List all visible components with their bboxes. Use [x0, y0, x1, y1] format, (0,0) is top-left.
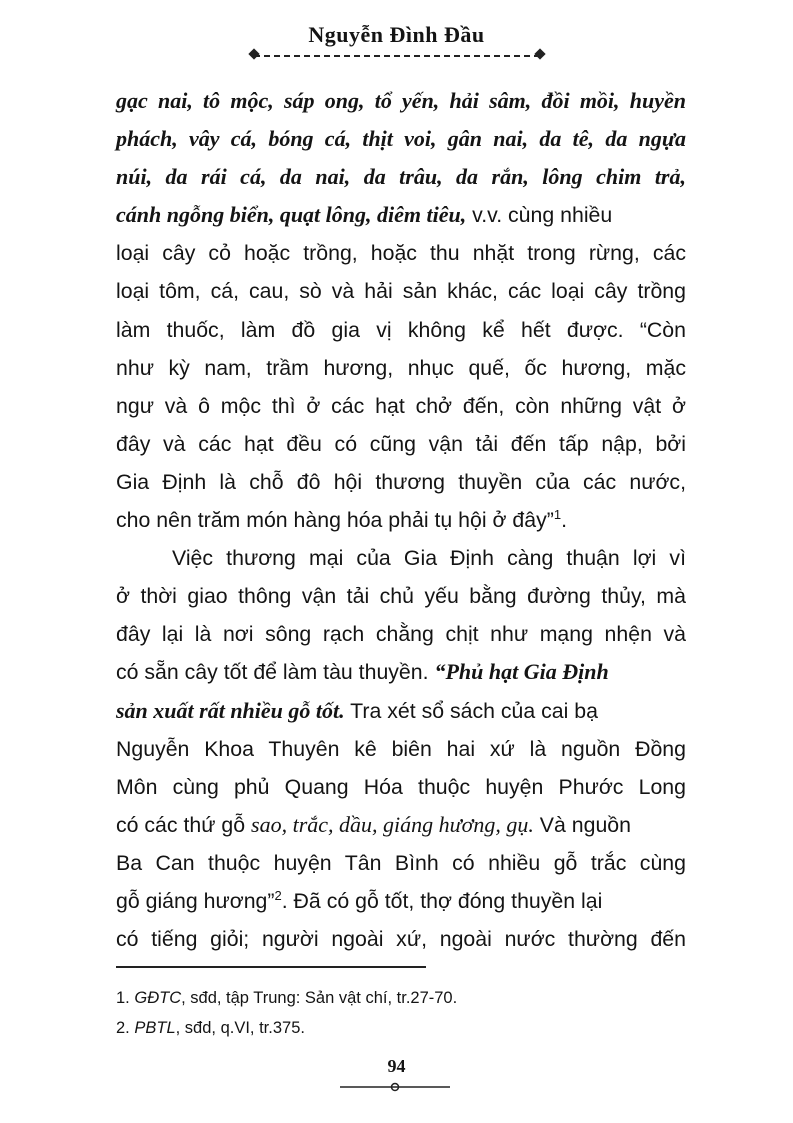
text-line: loại tôm, cá, cau, sò và hải sản khác, các loại cây trồng — [116, 279, 686, 304]
footnote-ref: 2 — [274, 887, 282, 903]
header-rule-ornament-left — [248, 48, 259, 59]
text-line: Nguyễn Khoa Thuyên kê biên hai xứ là nguồn Đồng — [116, 736, 686, 761]
text-span: Và nguồn — [533, 812, 631, 837]
text-line: loại cây cỏ hoặc trồng, hoặc thu nhặt trong rừng, các — [116, 241, 686, 266]
text-span: gỗ giáng hương” — [116, 888, 275, 913]
text-line: Ba Can thuộc huyện Tân Bình có nhiều gỗ trắc cùng — [116, 850, 686, 875]
text-line: cho nên trăm món hàng hóa phải tụ hội ở đây”$^1$. — [116, 506, 567, 533]
footnote-ref: 1 — [553, 506, 562, 522]
text-line: gạc nai, tô mộc, sáp ong, tổ yến, hải sâm, đồi mồi, huyền — [116, 88, 686, 113]
text-line: ở thời giao thông vận tải chủ yếu bằng đường thủy, mà — [116, 584, 686, 609]
paragraph-start-line: Việc thương mại của Gia Định càng thuận lợi vì — [172, 546, 686, 571]
footnote-source: GĐTC — [134, 989, 182, 1007]
header-rule-ornament-right — [534, 48, 545, 59]
text-span: có các thứ gỗ — [116, 812, 252, 837]
text-line: phách, vây cá, bóng cá, thịt voi, gân nai, da tê, da ngựa — [116, 126, 686, 152]
page-number: 94 — [387, 1056, 406, 1076]
footnote-text: , sđd, tập Trung: Sản vật chí, tr.27-70. — [181, 989, 458, 1007]
text-span: cho nên trăm món hàng hóa phải tụ hội ở đây” — [116, 508, 554, 533]
text-span: Tra xét sổ sách của cai bạ — [344, 698, 598, 723]
page-number-ornament — [340, 1082, 450, 1092]
italic-phrase: sản xuất rất nhiều gỗ tốt. — [116, 697, 345, 723]
text-line — [116, 882, 686, 920]
text-line: ngư và ô mộc thì ở các hạt chở đến, còn những vật ở — [116, 393, 686, 418]
text-line: có tiếng giỏi; người ngoài xứ, ngoài nước thường đến — [116, 927, 686, 952]
footnote-rule — [116, 966, 426, 968]
italic-phrase: “Phủ hạt Gia Định — [434, 659, 609, 685]
text-line: Môn cùng phủ Quang Hóa thuộc huyện Phước Long — [116, 774, 686, 799]
text-line: làm thuốc, làm đồ gia vị không kể hết được. “Còn — [116, 317, 686, 342]
footnote-1 — [116, 983, 686, 1013]
footnotes — [116, 983, 686, 1043]
footnote-source: PBTL — [134, 1019, 176, 1037]
footnote-2 — [116, 1013, 686, 1043]
text-line — [116, 196, 686, 234]
text-span: có sẵn cây tốt để làm tàu thuyền. — [116, 660, 435, 685]
text-line — [116, 806, 686, 844]
text-line: như kỳ nam, trầm hương, nhục quế, ốc hương, mặc — [116, 355, 686, 380]
body-text — [116, 82, 686, 958]
footnote-number: 2. — [116, 1019, 130, 1037]
header-rule — [254, 55, 540, 57]
text-line — [116, 653, 686, 691]
text-span: v.v. cùng nhiều — [466, 203, 613, 228]
italic-phrase: cánh ngỗng biển, quạt lông, diêm tiêu, — [116, 202, 467, 228]
running-header: Nguyễn Đình Đầu — [308, 22, 485, 47]
text-line: Gia Định là chỗ đô hội thương thuyền của các nước, — [116, 469, 686, 494]
text-line: đây và các hạt đều có cũng vận tải đến tấp nập, bởi — [116, 431, 686, 456]
footnote-number: 1. — [116, 989, 130, 1007]
italic-phrase: sao, trắc, dầu, giáng hương, gụ. — [251, 811, 534, 837]
footnote-text: , sđd, q.VI, tr.375. — [175, 1019, 305, 1037]
text-line: núi, da rái cá, da nai, da trâu, da rắn, lông chim trả, — [116, 164, 686, 190]
text-span: . Đã có gỗ tốt, thợ đóng thuyền lại — [281, 888, 603, 913]
text-line: đây lại là nơi sông rạch chằng chịt như mạng nhện và — [116, 622, 686, 647]
text-line — [116, 692, 686, 730]
